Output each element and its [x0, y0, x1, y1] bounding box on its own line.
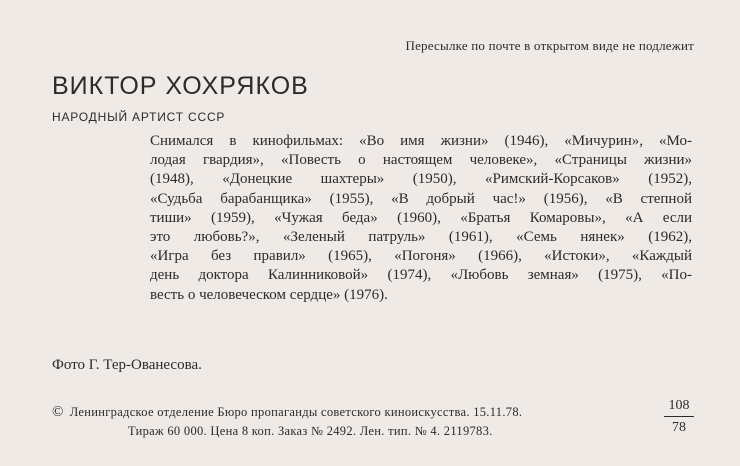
bio-line: (1948), «Донецкие шахтеры» (1950), «Римский-Корсаков» (1952),: [150, 171, 692, 188]
publisher-line: Ленинградское отделение Бюро пропаганды советского киноискусства. 15.11.78.: [69, 405, 523, 419]
bio-line: это любовь?», «Зеленый патруль» (1961), «Семь нянек» (1962),: [150, 228, 692, 245]
photo-credit: Фото Г. Тер-Ованесова.: [52, 357, 202, 373]
copyright-symbol: ©: [52, 404, 64, 420]
postal-note: Пересылке по почте в открытом виде не подлежит: [405, 38, 694, 53]
catalog-number: [664, 398, 694, 436]
actor-name: ВИКТОР ХОХРЯКОВ: [52, 72, 309, 100]
bio-line: лодая гвардия», «Повесть о настоящем человеке», «Страницы жизни»: [150, 152, 692, 169]
bio-line: весть о человеческом сердце» (1976).: [150, 286, 388, 303]
bio-line: день доктора Калинниковой» (1974), «Любовь земная» (1975), «По-: [150, 267, 692, 284]
catalog-denominator: 78: [672, 420, 686, 435]
bio-line: «Судьба барабанщика» (1955), «В добрый час!» (1956), «В степной: [150, 190, 692, 207]
print-run-line: Тираж 60 000. Цена 8 коп. Заказ № 2492. Лен. тип. № 4. 2119783.: [128, 424, 493, 438]
bio-line: тиши» (1959), «Чужая беда» (1960), «Братья Комаровы», «А если: [150, 209, 692, 226]
catalog-numerator: 108: [668, 398, 690, 413]
bio-line: «Игра без правил» (1965), «Погоня» (1966), «Истоки», «Каждый: [150, 248, 692, 265]
actor-title: НАРОДНЫЙ АРТИСТ СССР: [52, 110, 226, 124]
filmography-text: [150, 132, 692, 305]
publisher-imprint: [52, 404, 522, 421]
bio-line: Снимался в кинофильмах: «Во имя жизни» (1946), «Мичурин», «Мо-: [150, 133, 692, 149]
fraction-rule: [664, 416, 694, 417]
